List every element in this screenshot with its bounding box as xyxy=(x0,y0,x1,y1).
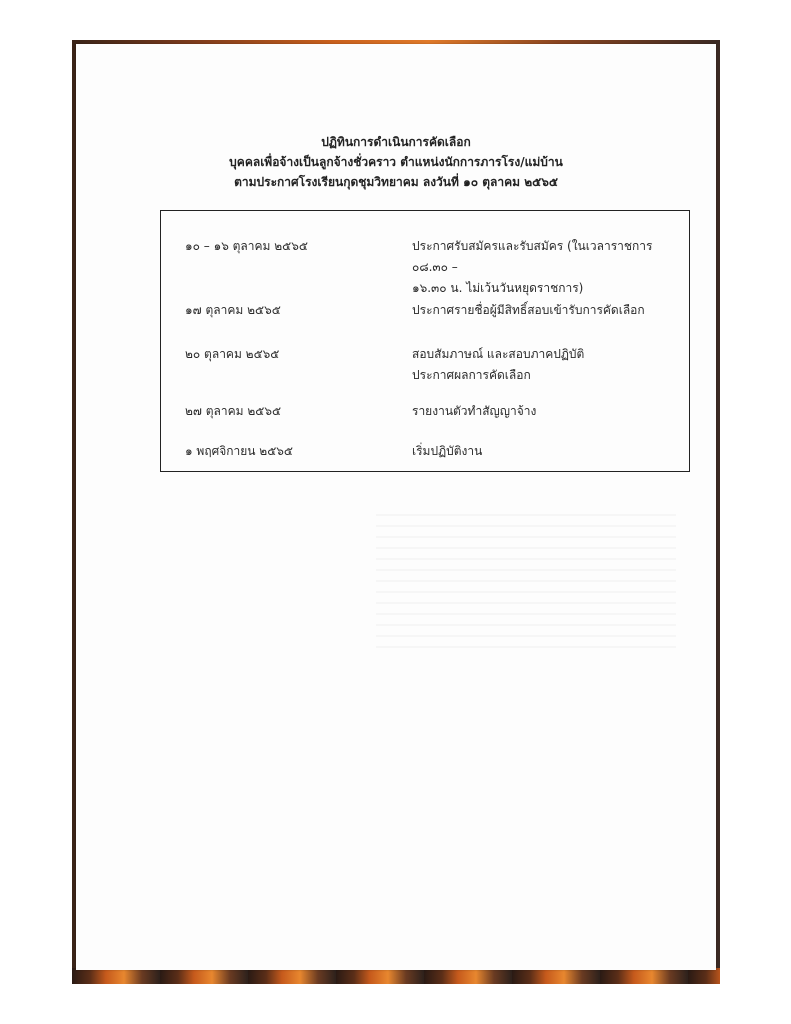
schedule-date: ๒๐ ตุลาคม ๒๕๖๕ xyxy=(185,347,280,361)
title-line-1: ปฏิทินการดำเนินการคัดเลือก xyxy=(321,135,471,149)
schedule-event xyxy=(412,401,682,422)
schedule-event xyxy=(412,441,682,462)
title-line-2: บุคคลเพื่อจ้างเป็นลูกจ้างชั่วคราว ตำแหน่งนักการภารโรง/แม่บ้าน xyxy=(229,155,563,169)
paper-sheet xyxy=(76,44,716,970)
schedule-date: ๒๗ ตุลาคม ๒๕๖๕ xyxy=(185,404,282,418)
schedule-box xyxy=(160,210,690,472)
schedule-date: ๑ พฤศจิกายน ๒๕๖๕ xyxy=(185,444,293,458)
schedule-event-line: ๑๖.๓๐ น. ไม่เว้นวันหยุดราชการ) xyxy=(412,281,584,295)
schedule-event-line: สอบสัมภาษณ์ และสอบภาคปฏิบัติ xyxy=(412,347,585,361)
schedule-date: ๑๐ – ๑๖ ตุลาคม ๒๕๖๕ xyxy=(185,239,308,253)
schedule-event xyxy=(412,236,682,299)
bleed-through-text xyxy=(376,514,676,654)
title-line-3: ตามประกาศโรงเรียนกุดชุมวิทยาคม ลงวันที่ ๑๐ ตุลาคม ๒๕๖๕ xyxy=(234,175,558,189)
document-title xyxy=(76,132,716,192)
schedule-event-line: รายงานตัวทำสัญญาจ้าง xyxy=(412,404,537,418)
backdrop-fabric-edge xyxy=(72,968,720,984)
schedule-event-line: ประกาศรับสมัครและรับสมัคร (ในเวลาราชการ ๐๘.๓๐ – xyxy=(412,239,653,274)
schedule-date: ๑๗ ตุลาคม ๒๕๖๕ xyxy=(185,303,281,317)
schedule-event-line: เริ่มปฏิบัติงาน xyxy=(412,444,483,458)
schedule-event-line: ประกาศรายชื่อผู้มีสิทธิ์สอบเข้ารับการคัดเลือก xyxy=(412,303,645,317)
schedule-event xyxy=(412,344,682,386)
schedule-event-line: ประกาศผลการคัดเลือก xyxy=(412,368,531,382)
schedule-event xyxy=(412,300,682,321)
